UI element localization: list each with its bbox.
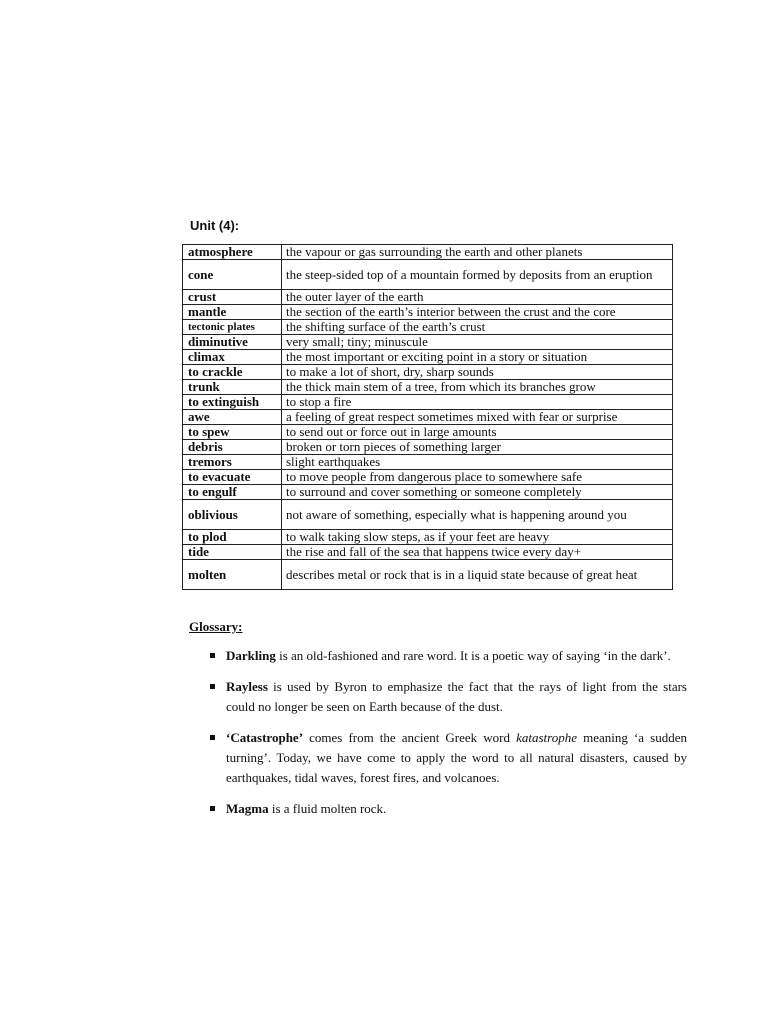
table-row (183, 455, 673, 470)
glossary-text: meaning ‘a sudden turning’. Today, we have come to apply the word to all natural disasters, caused by earthquakes, tidal waves, forest fires, and volcanoes. (226, 730, 687, 785)
table-row (183, 260, 673, 290)
vocab-term: awe (183, 410, 282, 425)
glossary-text: is used by Byron to emphasize the fact that the rays of light from the stars could no longer be seen on Earth because of the dust. (226, 679, 687, 714)
table-row (183, 545, 673, 560)
square-bullet-icon (210, 806, 215, 811)
vocab-definition: the rise and fall of the sea that happens twice every day+ (282, 545, 673, 560)
glossary-term: Darkling (226, 648, 276, 663)
vocab-term: tectonic plates (183, 320, 282, 335)
vocab-term: to engulf (183, 485, 282, 500)
vocab-definition: broken or torn pieces of something larger (282, 440, 673, 455)
table-row (183, 395, 673, 410)
glossary-term: ‘Catastrophe’ (226, 730, 304, 745)
square-bullet-icon (210, 653, 215, 658)
vocab-term: diminutive (183, 335, 282, 350)
vocab-definition: the steep-sided top of a mountain formed by deposits from an eruption (282, 260, 673, 290)
vocab-term: molten (183, 560, 282, 590)
list-item (189, 646, 687, 666)
square-bullet-icon (210, 684, 215, 689)
vocab-definition: the thick main stem of a tree, from which its branches grow (282, 380, 673, 395)
vocabulary-table (182, 244, 673, 590)
vocab-term: oblivious (183, 500, 282, 530)
vocab-term: atmosphere (183, 245, 282, 260)
table-row (183, 335, 673, 350)
table-row (183, 530, 673, 545)
vocab-definition: the shifting surface of the earth’s crust (282, 320, 673, 335)
vocab-term: climax (183, 350, 282, 365)
vocab-term: to extinguish (183, 395, 282, 410)
vocab-definition: to move people from dangerous place to somewhere safe (282, 470, 673, 485)
table-row (183, 320, 673, 335)
vocab-term: debris (183, 440, 282, 455)
vocab-term: cone (183, 260, 282, 290)
table-row (183, 365, 673, 380)
table-row (183, 560, 673, 590)
vocab-definition: to walk taking slow steps, as if your feet are heavy (282, 530, 673, 545)
glossary-text: comes from the ancient Greek word (303, 730, 517, 745)
vocab-definition: the vapour or gas surrounding the earth and other planets (282, 245, 673, 260)
vocab-definition: to make a lot of short, dry, sharp sounds (282, 365, 673, 380)
vocab-term: to crackle (183, 365, 282, 380)
vocab-definition: slight earthquakes (282, 455, 673, 470)
vocab-definition: to stop a fire (282, 395, 673, 410)
glossary-text: is an old-fashioned and rare word. It is a poetic way of saying ‘in the dark’. (275, 648, 671, 663)
vocab-term: to evacuate (183, 470, 282, 485)
vocab-definition: the most important or exciting point in a story or situation (282, 350, 673, 365)
glossary-list (189, 646, 687, 819)
vocab-definition: not aware of something, especially what is happening around you (282, 500, 673, 530)
vocab-term: trunk (183, 380, 282, 395)
table-row (183, 410, 673, 425)
glossary-term: Magma (226, 801, 269, 816)
vocab-term: tremors (183, 455, 282, 470)
table-row (183, 380, 673, 395)
vocab-term: to plod (183, 530, 282, 545)
table-row (183, 470, 673, 485)
vocab-term: crust (183, 290, 282, 305)
vocab-definition: describes metal or rock that is in a liquid state because of great heat (282, 560, 673, 590)
vocab-definition: the section of the earth’s interior between the crust and the core (282, 305, 673, 320)
square-bullet-icon (210, 735, 215, 740)
list-item (189, 799, 687, 819)
table-row (183, 245, 673, 260)
table-row (183, 485, 673, 500)
table-row (183, 500, 673, 530)
table-row (183, 425, 673, 440)
vocab-term: mantle (183, 305, 282, 320)
glossary-italic-word: katastrophe (516, 730, 577, 745)
glossary-title: Glossary: (189, 619, 243, 634)
glossary-text: is a fluid molten rock. (268, 801, 387, 816)
glossary-term: Rayless (226, 679, 268, 694)
vocab-definition: a feeling of great respect sometimes mixed with fear or surprise (282, 410, 673, 425)
vocab-definition: very small; tiny; minuscule (282, 335, 673, 350)
vocab-definition: to surround and cover something or someone completely (282, 485, 673, 500)
table-row (183, 305, 673, 320)
vocab-term: to spew (183, 425, 282, 440)
vocab-term: tide (183, 545, 282, 560)
vocab-definition: to send out or force out in large amounts (282, 425, 673, 440)
list-item (189, 677, 687, 717)
vocab-definition: the outer layer of the earth (282, 290, 673, 305)
list-item (189, 728, 687, 788)
unit-heading: Unit (4): (190, 218, 240, 233)
glossary-section (189, 619, 687, 830)
table-row (183, 350, 673, 365)
table-row (183, 440, 673, 455)
table-row (183, 290, 673, 305)
